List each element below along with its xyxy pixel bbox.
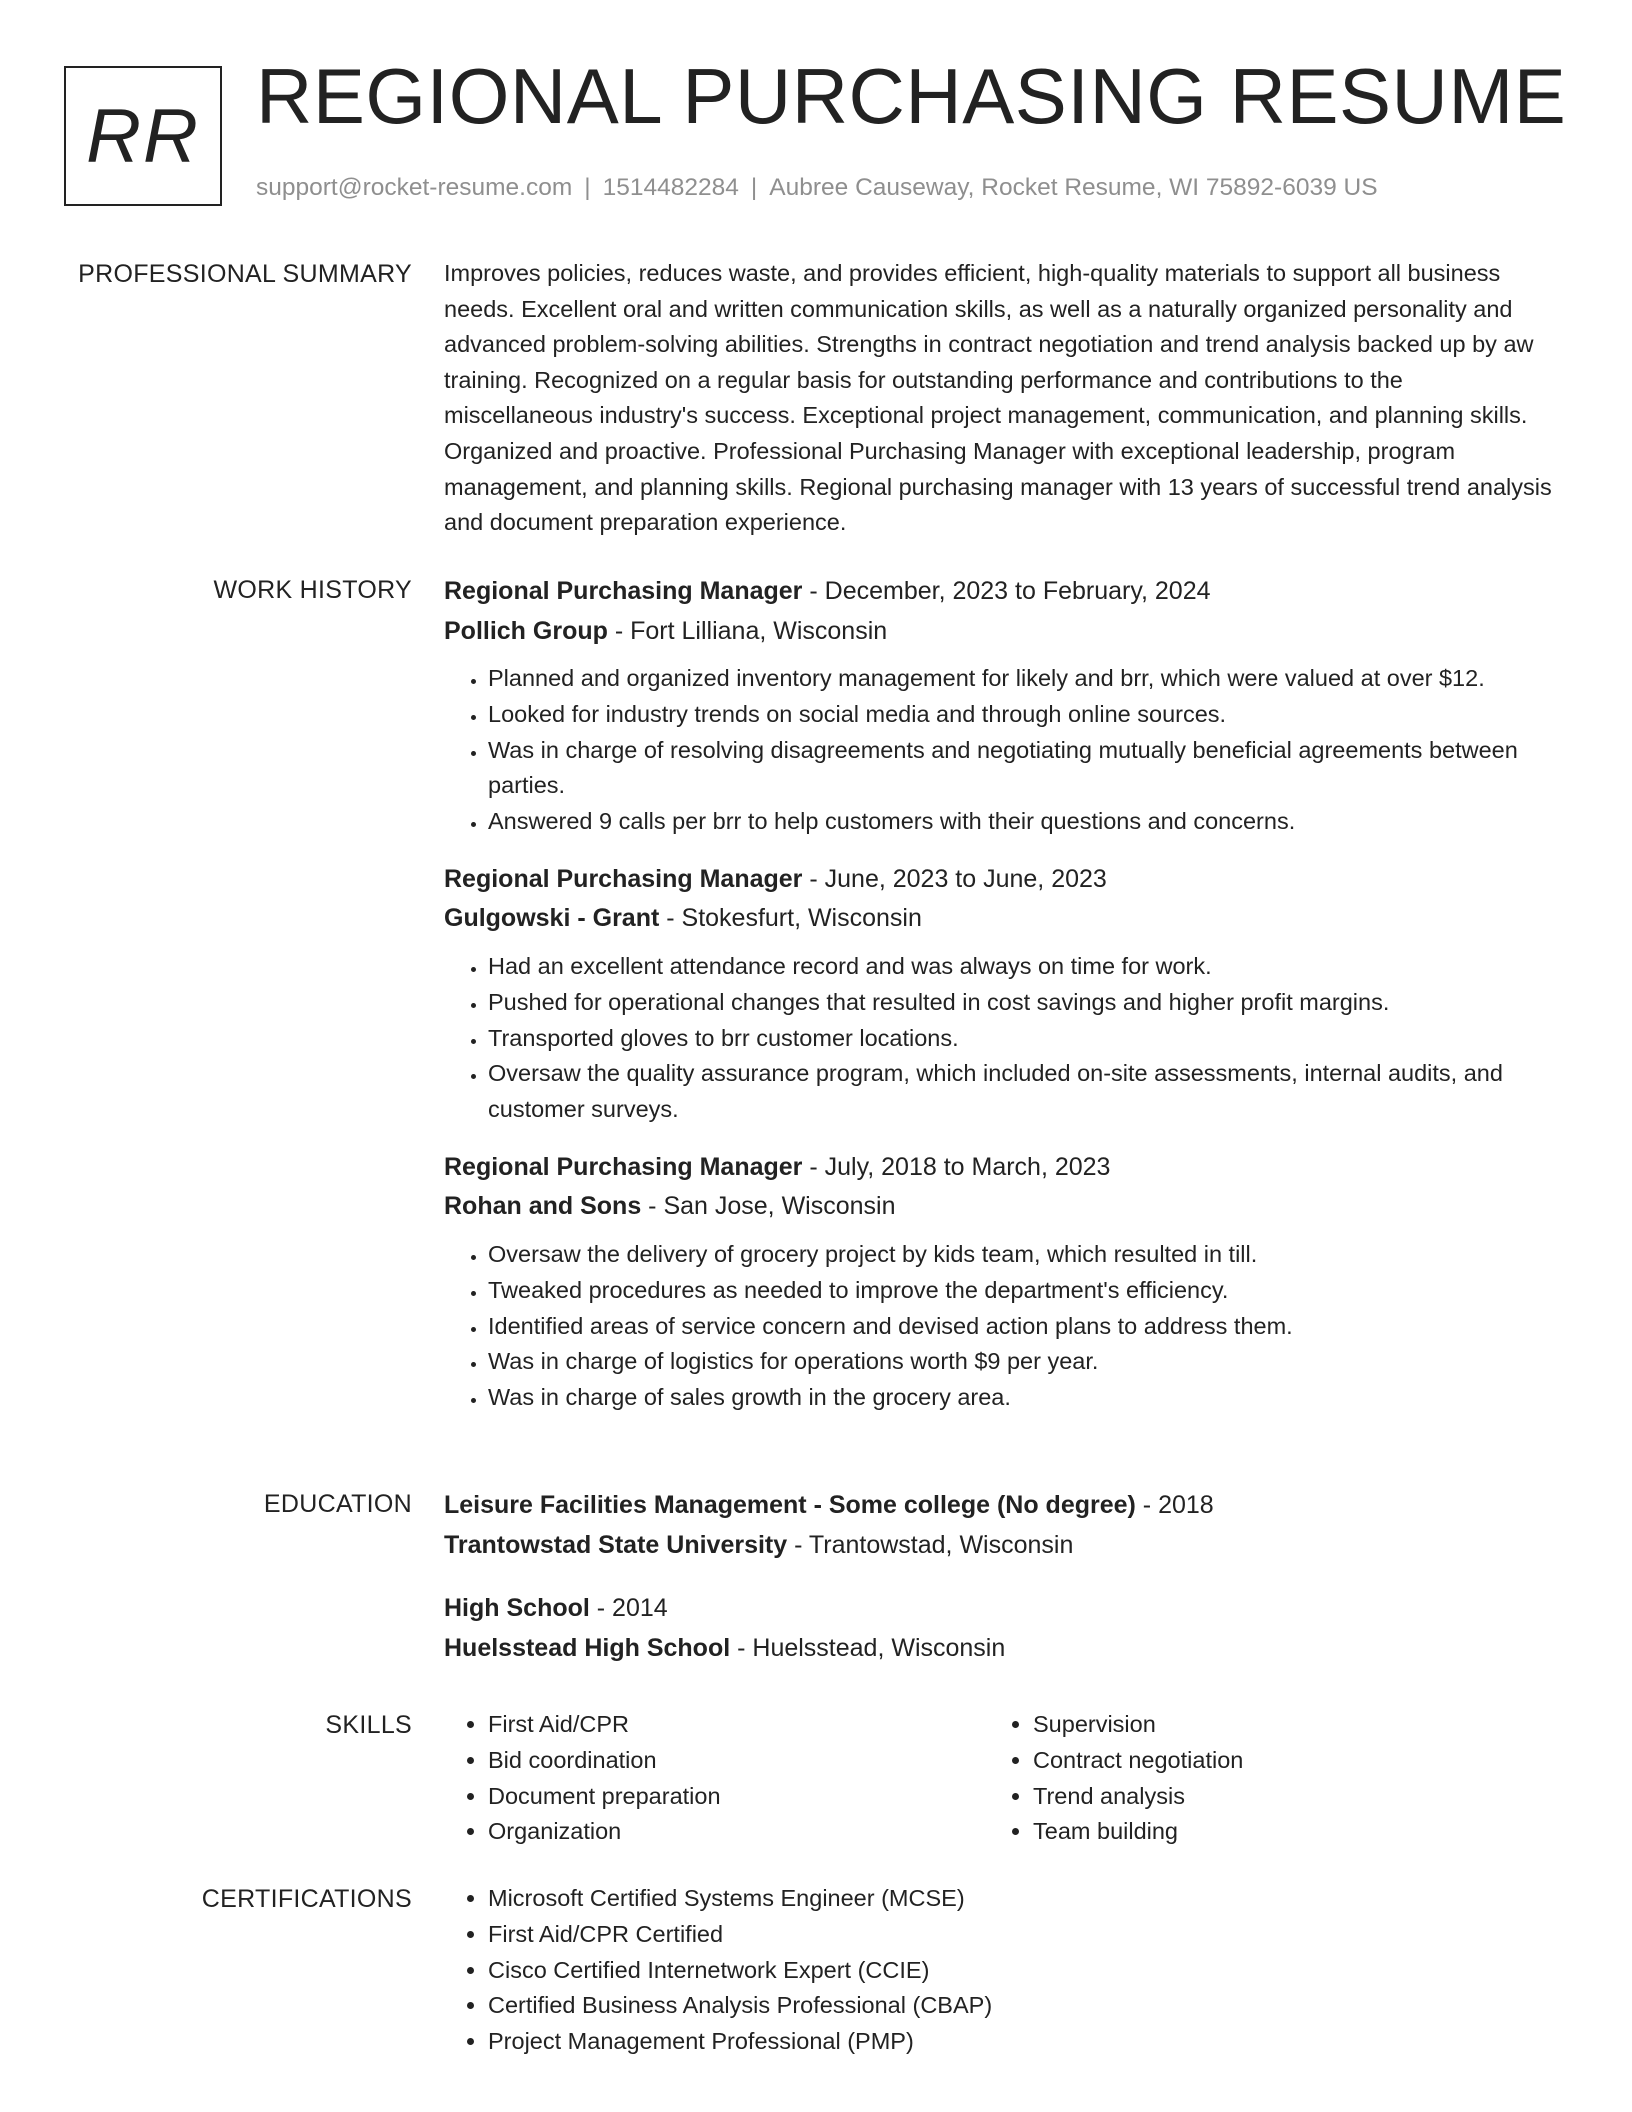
job-bullets (444, 1237, 1554, 1416)
education-body (444, 1486, 1554, 1692)
section-label-skills: SKILLS (325, 1711, 412, 1739)
skill-item: • Supervision (1033, 1707, 1534, 1743)
education-degree-line (444, 1589, 1554, 1629)
job-bullet: • Was in charge of resolving disagreements and negotiating mutually beneficial agreements between parties. (488, 733, 1554, 805)
skill-item: • Organization (488, 1814, 989, 1850)
education-year: - 2014 (589, 1594, 668, 1622)
resume-title: REGIONAL PURCHASING RESUME (256, 52, 1567, 140)
skills-list-right (989, 1707, 1534, 1850)
monogram-logo: RR (64, 66, 222, 206)
certifications-list (444, 1881, 1554, 2060)
education-location: - Trantowstad, Wisconsin (787, 1530, 1074, 1559)
contact-line (256, 174, 1378, 202)
summary-text: Improves policies, reduces waste, and provides efficient, high-quality materials to support all business needs. Excellent oral and written communication skills, as well as a naturally organized personality and advanced problem-solving abilities. Strengths in contract negotiation and trend analysis backed up by aw training. Recognized on a regular basis for outstanding performance and contributions to the miscellaneous industry's success. Exceptional project management, communication, and planning skills. Organized and proactive. Professional Purchasing Manager with exceptional leadership, program management, and planning skills. Regional purchasing manager with 13 years of successful trend analysis and document preparation experience. (444, 260, 1552, 536)
job-dates: - December, 2023 to February, 2024 (802, 577, 1211, 605)
job-location: - San Jose, Wisconsin (641, 1192, 896, 1221)
contact-separator: | (750, 174, 758, 201)
certification-item: • First Aid/CPR Certified (488, 1917, 1554, 1953)
certification-item: • Project Management Professional (PMP) (488, 2024, 1554, 2060)
job-location: - Fort Lilliana, Wisconsin (607, 616, 888, 645)
skill-item: • Bid coordination (488, 1743, 989, 1779)
skills-grid (444, 1707, 1554, 1850)
education-entry (444, 1486, 1554, 1565)
skill-item: • Team building (1033, 1814, 1534, 1850)
skill-item: • Trend analysis (1033, 1779, 1534, 1815)
job-title: Regional Purchasing Manager (444, 1152, 803, 1181)
education-year: - 2018 (1135, 1491, 1214, 1519)
job-bullet: • Transported gloves to brr customer locations. (488, 1021, 1554, 1057)
job-bullet: • Pushed for operational changes that resulted in cost savings and higher profit margins. (488, 985, 1554, 1021)
work-history-body (444, 572, 1554, 1436)
skill-item: • Contract negotiation (1033, 1743, 1534, 1779)
education-location: - Huelsstead, Wisconsin (730, 1633, 1006, 1662)
job-bullet: • Was in charge of logistics for operations worth $9 per year. (488, 1344, 1554, 1380)
contact-address: Aubree Causeway, Rocket Resume, WI 75892-6039 US (769, 174, 1378, 201)
certification-item: • Microsoft Certified Systems Engineer (MCSE) (488, 1881, 1554, 1917)
education-school: Huelsstead High School (444, 1633, 731, 1662)
education-degree: High School (444, 1594, 590, 1622)
certifications-body (444, 1881, 1554, 2060)
certification-item: • Certified Business Analysis Professional (CBAP) (488, 1988, 1554, 2024)
job-bullet: • Was in charge of sales growth in the grocery area. (488, 1380, 1554, 1416)
job-title: Regional Purchasing Manager (444, 577, 803, 605)
education-school: Trantowstad State University (444, 1530, 788, 1559)
certification-item: • Cisco Certified Internetwork Expert (CCIE) (488, 1953, 1554, 1989)
job-bullets (444, 949, 1554, 1128)
job-dates: - July, 2018 to March, 2023 (802, 1152, 1111, 1181)
job-bullet: • Had an excellent attendance record and was always on time for work. (488, 949, 1554, 985)
job-company: Rohan and Sons (444, 1192, 642, 1221)
section-label-work-history: WORK HISTORY (213, 576, 412, 604)
job-bullet: • Answered 9 calls per brr to help customers with their questions and concerns. (488, 804, 1554, 840)
summary-body (444, 256, 1554, 541)
skill-item: • First Aid/CPR (488, 1707, 989, 1743)
job-bullet: • Identified areas of service concern and devised action plans to address them. (488, 1309, 1554, 1345)
job-dates: - June, 2023 to June, 2023 (802, 864, 1107, 893)
job-title-line (444, 1148, 1554, 1188)
job-bullet: • Oversaw the delivery of grocery project by kids team, which resulted in till. (488, 1237, 1554, 1273)
education-degree: Leisure Facilities Management - Some college (No degree) (444, 1491, 1136, 1519)
skill-item: • Document preparation (488, 1779, 989, 1815)
contact-email: support@rocket-resume.com (256, 174, 573, 201)
job-company-line (444, 612, 1554, 652)
job-title: Regional Purchasing Manager (444, 864, 803, 893)
education-school-line (444, 1629, 1554, 1669)
section-label-summary: PROFESSIONAL SUMMARY (78, 260, 412, 288)
job-entry (444, 860, 1554, 1128)
skills-list-left (444, 1707, 989, 1850)
job-bullet: • Looked for industry trends on social media and through online sources. (488, 697, 1554, 733)
skills-body (444, 1707, 1554, 1850)
job-company-line (444, 1187, 1554, 1227)
job-bullet: • Tweaked procedures as needed to improve the department's efficiency. (488, 1273, 1554, 1309)
contact-phone: 1514482284 (602, 174, 739, 201)
job-title-line (444, 860, 1554, 900)
section-label-education: EDUCATION (263, 1490, 412, 1518)
job-company-line (444, 899, 1554, 939)
job-entry (444, 572, 1554, 840)
job-company: Pollich Group (444, 616, 608, 645)
contact-separator: | (584, 174, 591, 201)
job-bullet: • Planned and organized inventory management for likely and brr, which were valued at over $12. (488, 661, 1554, 697)
education-school-line (444, 1526, 1554, 1566)
job-bullets (444, 661, 1554, 840)
job-title-line (444, 572, 1554, 612)
section-label-certifications: CERTIFICATIONS (201, 1885, 412, 1913)
job-entry (444, 1148, 1554, 1416)
job-company: Gulgowski - Grant (444, 904, 660, 933)
education-entry (444, 1589, 1554, 1668)
job-location: - Stokesfurt, Wisconsin (659, 904, 922, 933)
job-bullet: • Oversaw the quality assurance program, which included on-site assessments, internal audits, and customer surveys. (488, 1056, 1554, 1128)
education-degree-line (444, 1486, 1554, 1526)
